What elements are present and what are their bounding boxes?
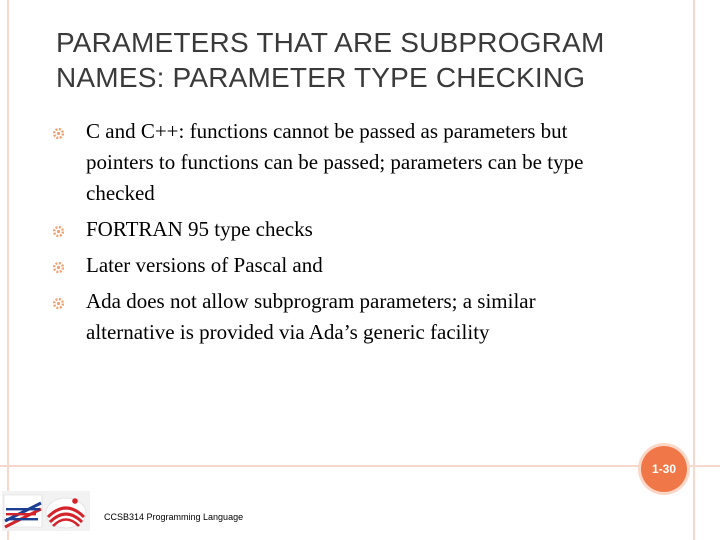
page-number-badge: 1-30 (641, 446, 687, 492)
bullet-item (52, 286, 652, 348)
bullet-item (52, 214, 652, 245)
gear-bullet-icon (52, 297, 65, 310)
bullet-text-line: FORTRAN 95 type checks (86, 217, 313, 241)
slide-title-line: PARAMETERS THAT ARE SUBPROGRAM (56, 27, 605, 58)
bullet-text-line: pointers to functions can be passed; parameters can be type (86, 150, 584, 174)
bullet-text-line: Later versions of Pascal and (86, 253, 323, 277)
bullet-item (52, 250, 652, 281)
bullet-list (52, 116, 652, 353)
footer-course-name: CCSB314 Programming Language (104, 512, 244, 522)
gear-bullet-icon (52, 127, 65, 140)
university-logo-icon (2, 491, 90, 531)
bullet-text-line: alternative is provided via Ada’s generic facility (86, 320, 490, 344)
gear-bullet-icon (52, 261, 65, 274)
slide-title (56, 25, 696, 95)
bullet-text-line: C and C++: functions cannot be passed as parameters but (86, 119, 568, 143)
bullet-item (52, 116, 652, 209)
bullet-text-line: checked (86, 181, 155, 205)
bullet-text-line: Ada does not allow subprogram parameters; a similar (86, 289, 536, 313)
frame-left-line (7, 0, 9, 540)
gear-bullet-icon (52, 225, 65, 238)
slide-title-line: NAMES: PARAMETER TYPE CHECKING (56, 62, 586, 93)
frame-bottom-line (0, 465, 720, 467)
